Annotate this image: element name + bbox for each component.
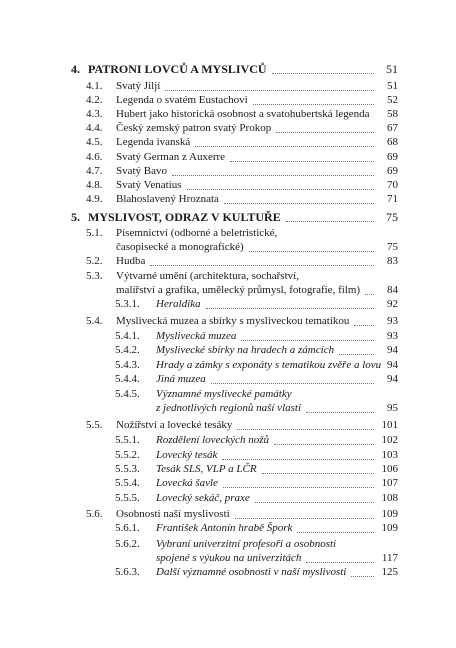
page-number: 71	[387, 193, 398, 205]
page-number: 75	[387, 241, 398, 253]
dot-leader	[306, 398, 374, 413]
toc-subentry	[0, 521, 456, 535]
entry-title: Tesák SLS, VLP a LČR	[156, 463, 257, 475]
entry-number: 5.6.1.	[115, 522, 140, 534]
toc-entry	[0, 107, 456, 121]
entry-number: 5.4.2.	[115, 344, 140, 356]
entry-title: Další významné osobnosti v naší myslivosti	[156, 566, 347, 578]
entry-title: Svatý Venatius	[116, 179, 182, 191]
entry-title: František Antonín hrabě Špork	[156, 522, 293, 534]
dot-leader	[206, 294, 374, 309]
entry-title: Písemnictví (odborné a beletristické,	[116, 227, 278, 239]
dot-leader	[286, 207, 374, 222]
page-number: 94	[387, 373, 398, 385]
toc-subentry	[0, 448, 456, 462]
entry-title: Lovecký tesák	[156, 449, 218, 461]
entry-title: Nožířství a lovecké tesáky	[116, 419, 233, 431]
toc-entry	[0, 418, 456, 432]
page-number: 101	[381, 419, 398, 431]
toc-entry	[0, 93, 456, 107]
entry-title: Svatý Bavo	[116, 165, 168, 177]
entry-number: 5.2.	[86, 255, 103, 267]
entry-number: 5.	[71, 210, 80, 224]
dot-leader	[222, 445, 374, 460]
entry-title: Výtvarné umění (architektura, sochařství,	[116, 270, 299, 282]
dot-leader	[272, 59, 374, 74]
entry-number: 5.4.5.	[115, 388, 140, 400]
page-number: 84	[387, 284, 398, 296]
page-number: 68	[387, 136, 398, 148]
toc-chapter	[0, 62, 456, 77]
dot-leader	[165, 76, 374, 91]
toc-subentry	[0, 297, 456, 311]
entry-number: 5.1.	[86, 227, 103, 239]
page-number: 117	[381, 552, 398, 564]
toc-subentry-continuation	[0, 551, 456, 565]
page-number: 58	[387, 108, 398, 120]
dot-leader	[211, 369, 374, 384]
entry-title: Legenda ivanská	[116, 136, 191, 148]
dot-leader	[241, 326, 374, 341]
entry-title: spojené s výukou na univerzitách	[156, 552, 302, 564]
toc-entry	[0, 269, 456, 283]
page-number: 93	[387, 330, 398, 342]
page-number: 95	[387, 402, 398, 414]
entry-title: Hrady a zámky s exponáty s tematikou zvěře a lovu	[156, 359, 382, 371]
entry-title: Rozdělení loveckých nožů	[156, 434, 270, 446]
entry-number: 5.4.1.	[115, 330, 140, 342]
entry-title: Lovecká šavle	[156, 477, 218, 489]
toc-subentry	[0, 329, 456, 343]
entry-title: Osobnosti naší myslivosti	[116, 508, 230, 520]
entry-title: Český zemský patron svatý Prokop	[116, 122, 272, 134]
entry-title: Myslivecké sbírky na hradech a zámcích	[156, 344, 335, 356]
entry-number: 5.5.5.	[115, 492, 140, 504]
dot-leader	[223, 473, 374, 488]
page-number: 69	[387, 165, 398, 177]
toc-entry	[0, 226, 456, 240]
entry-number: 4.4.	[86, 122, 103, 134]
dot-leader	[274, 430, 374, 445]
entry-title: malířství a grafika, umělecký průmysl, fotografie, film)	[116, 284, 361, 296]
entry-number: 4.6.	[86, 151, 103, 163]
page-number: 70	[387, 179, 398, 191]
entry-title: Myslivecká muzea a sbírky s mysliveckou tematikou	[116, 315, 350, 327]
toc-entry	[0, 79, 456, 93]
toc-entry	[0, 254, 456, 268]
entry-title: Lovecký sekáč, praxe	[156, 492, 250, 504]
dot-leader	[249, 237, 374, 252]
dot-leader	[187, 175, 374, 190]
page-number: 106	[381, 463, 398, 475]
entry-number: 4.8.	[86, 179, 103, 191]
page-number: 69	[387, 151, 398, 163]
entry-title: MYSLIVOST, ODRAZ V KULTUŘE	[88, 210, 281, 224]
page-number: 92	[387, 298, 398, 310]
entry-number: 4.2.	[86, 94, 103, 106]
dot-leader	[297, 518, 374, 533]
entry-number: 5.5.4.	[115, 477, 140, 489]
toc-chapter	[0, 210, 456, 225]
entry-number: 5.5.	[86, 419, 103, 431]
toc-subentry	[0, 372, 456, 386]
page-number: 94	[387, 344, 398, 356]
toc-subentry	[0, 476, 456, 490]
page-number: 75	[386, 210, 398, 224]
dot-leader	[253, 90, 374, 105]
dot-leader	[255, 488, 374, 503]
dot-leader	[172, 161, 374, 176]
dot-leader	[195, 132, 374, 147]
entry-number: 5.3.	[86, 270, 103, 282]
dot-leader	[237, 415, 374, 430]
entry-title: časopisecké a monografické)	[116, 241, 244, 253]
entry-title: Hubert jako historická osobnost a svatohubertská legenda	[116, 108, 370, 120]
dot-leader	[276, 118, 374, 133]
entry-number: 4.1.	[86, 80, 103, 92]
toc-subentry	[0, 537, 456, 551]
toc-entry	[0, 135, 456, 149]
page-number: 107	[381, 477, 398, 489]
entry-title: Blahoslavený Hroznata	[116, 193, 219, 205]
page-number: 109	[381, 522, 398, 534]
entry-number: 5.6.3.	[115, 566, 140, 578]
entry-title: Významné myslivecké památky	[156, 388, 292, 400]
toc-entry	[0, 507, 456, 521]
entry-number: 5.4.3.	[115, 359, 140, 371]
entry-number: 4.	[71, 62, 80, 76]
entry-number: 4.7.	[86, 165, 103, 177]
toc-subentry	[0, 565, 456, 579]
entry-title: Myslivecká muzea	[156, 330, 237, 342]
page-number: 93	[387, 315, 398, 327]
entry-title: Svatý German z Auxerre	[116, 151, 226, 163]
dot-leader	[365, 280, 374, 295]
toc-entry	[0, 314, 456, 328]
page-number: 102	[381, 434, 398, 446]
entry-title: PATRONI LOVCŮ A MYSLIVCŮ	[88, 62, 267, 76]
page-number: 94	[387, 359, 398, 371]
entry-title: Jiná muzea	[156, 373, 206, 385]
entry-number: 5.6.2.	[115, 538, 140, 550]
page-number: 109	[381, 508, 398, 520]
page-number: 108	[381, 492, 398, 504]
entry-title: Vybraní univerzitní profesoři a osobnosti	[156, 538, 337, 550]
entry-title: Heraldika	[156, 298, 201, 310]
dot-leader	[224, 189, 374, 204]
page-number: 83	[387, 255, 398, 267]
page-number: 51	[387, 80, 398, 92]
toc-subentry-continuation	[0, 401, 456, 415]
toc-subentry	[0, 491, 456, 505]
entry-title: z jednotlivých regionů naší vlasti	[156, 402, 302, 414]
dot-leader	[351, 562, 374, 577]
entry-number: 5.3.1.	[115, 298, 140, 310]
toc-subentry	[0, 387, 456, 401]
dot-leader	[306, 548, 374, 563]
page-number: 67	[387, 122, 398, 134]
page-number: 51	[386, 62, 398, 76]
entry-number: 4.9.	[86, 193, 103, 205]
toc-entry	[0, 192, 456, 206]
entry-number: 5.5.2.	[115, 449, 140, 461]
dot-leader	[230, 147, 374, 162]
entry-number: 5.4.4.	[115, 373, 140, 385]
entry-number: 4.5.	[86, 136, 103, 148]
dot-leader	[262, 459, 374, 474]
toc-subentry	[0, 343, 456, 357]
page-number: 52	[387, 94, 398, 106]
entry-title: Svatý Jiljí	[116, 80, 161, 92]
entry-number: 5.5.1.	[115, 434, 140, 446]
dot-leader	[235, 504, 374, 519]
entry-number: 5.6.	[86, 508, 103, 520]
entry-title: Hudba	[116, 255, 146, 267]
dot-leader	[354, 311, 374, 326]
entry-number: 5.5.3.	[115, 463, 140, 475]
dot-leader	[150, 251, 374, 266]
page-number: 125	[381, 566, 398, 578]
page-number: 103	[381, 449, 398, 461]
entry-number: 4.3.	[86, 108, 103, 120]
entry-number: 5.4.	[86, 315, 103, 327]
entry-title: Legenda o svatém Eustachovi	[116, 94, 248, 106]
dot-leader	[339, 340, 374, 355]
